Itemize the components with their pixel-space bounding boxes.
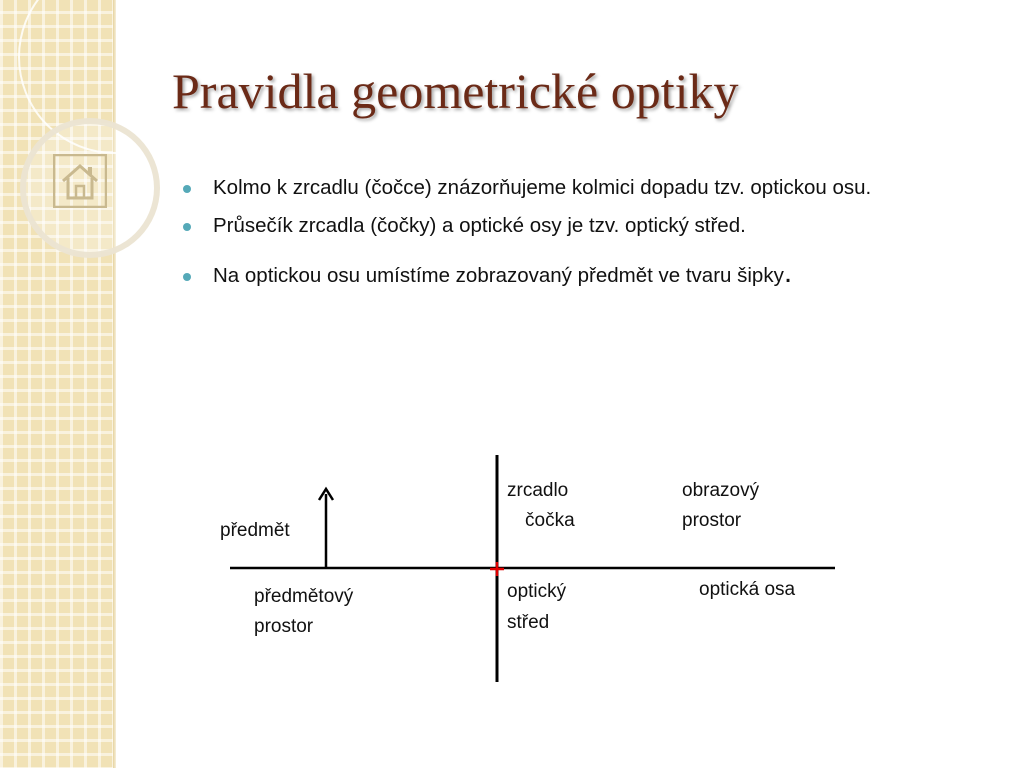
label-predmetovy: předmětový (254, 586, 354, 607)
label-obrazovy: obrazový (682, 480, 760, 501)
bullet-text: Na optickou osu umístíme zobrazovaný předmět ve tvaru šipky (213, 264, 784, 287)
label-cocka: čočka (525, 510, 575, 531)
label-stred: střed (507, 612, 550, 633)
label-predmetovy-prostor: prostor (254, 616, 314, 637)
label-opticky: optický (507, 581, 567, 602)
label-obrazovy-prostor: prostor (682, 510, 742, 531)
label-predmet: předmět (220, 520, 290, 541)
bullet-period: . (783, 256, 793, 289)
bullet-text: Kolmo k zrcadlu (čočce) znázorňujeme kolmici dopadu tzv. optickou osu. (213, 176, 872, 199)
page-title: Pravidla geometrické optiky (172, 63, 739, 119)
label-zrcadlo: zrcadlo (507, 480, 569, 501)
bullet-text: Průsečík zrcadla (čočky) a optické osy je tzv. optický střed. (213, 214, 746, 237)
label-opticka-osa: optická osa (699, 579, 796, 600)
